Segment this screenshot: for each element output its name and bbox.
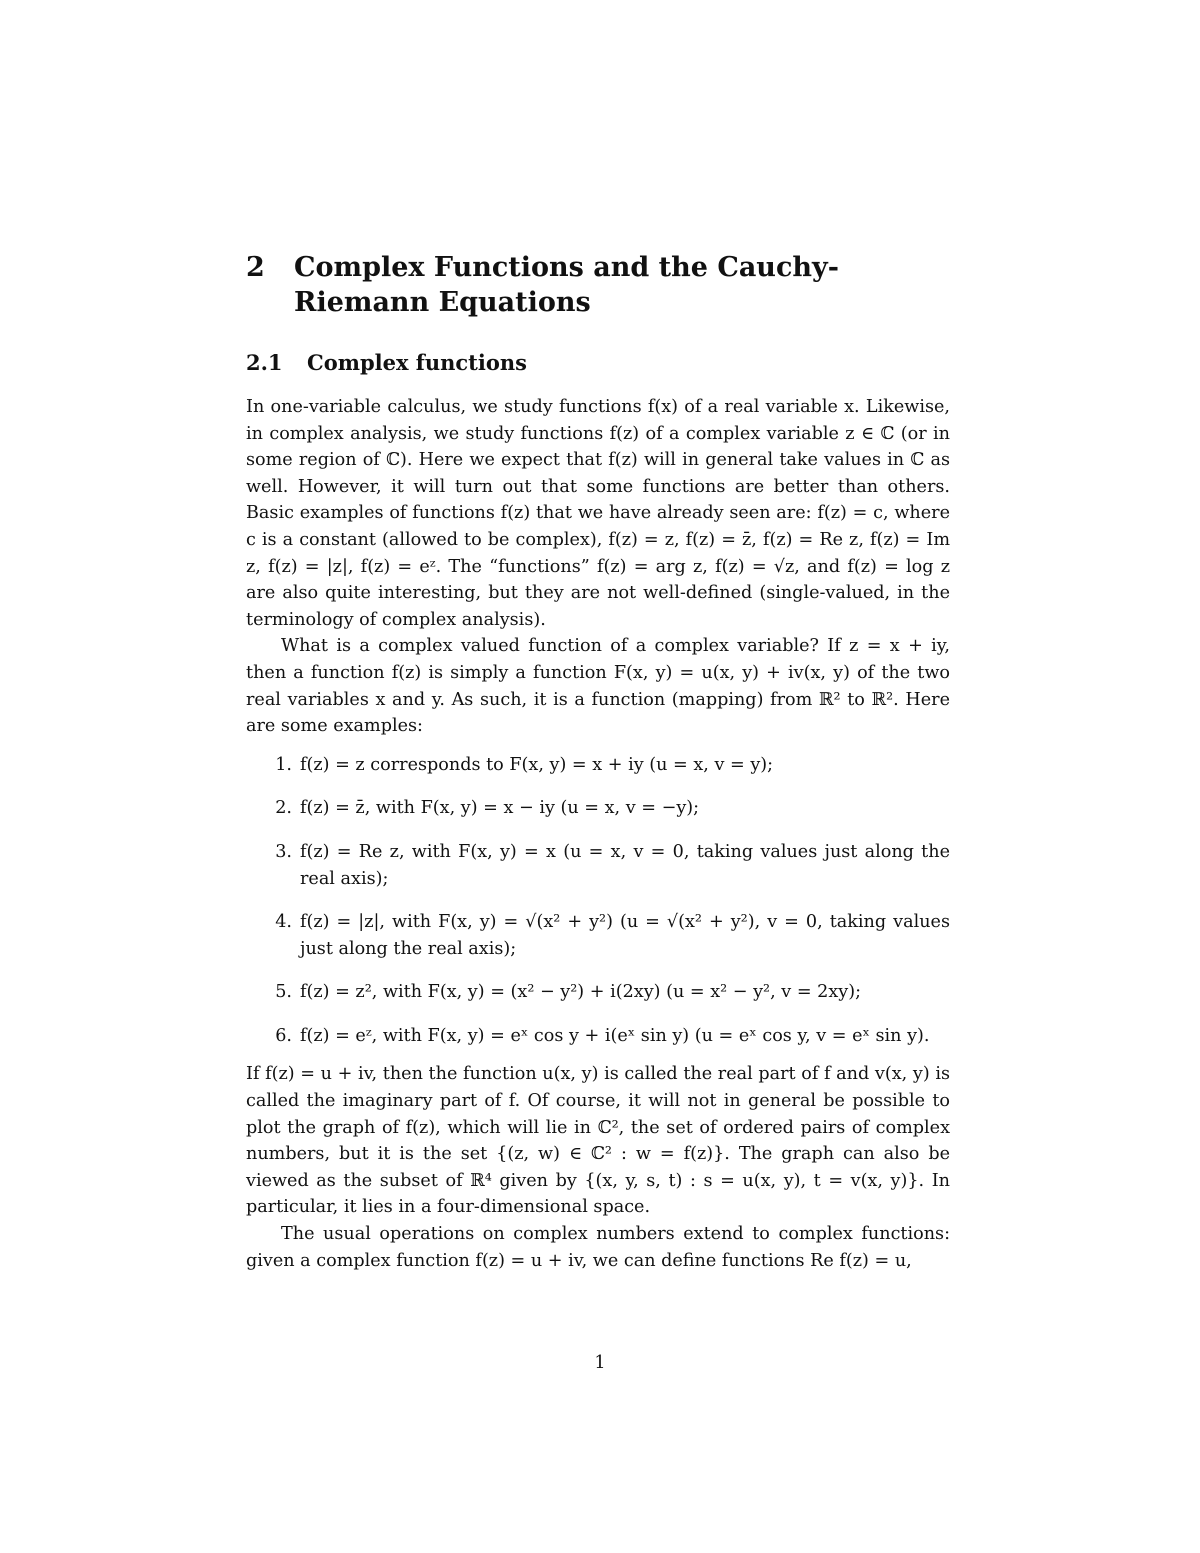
section-title: Complex functions [307,350,527,375]
list-item-text: f(z) = eᶻ, with F(x, y) = eˣ cos y + i(eˣ sin y) (u = eˣ cos y, v = eˣ sin y). [300,1025,930,1046]
list-item [246,909,950,962]
list-item-number: 3. [275,841,292,862]
list-item-text: f(z) = |z|, with F(x, y) = √(x² + y²) (u = √(x² + y²), v = 0, taking values just along the real axis); [300,912,950,959]
list-item-text: f(z) = z̄, with F(x, y) = x − iy (u = x, v = −y); [300,798,700,819]
list-item [246,1023,950,1050]
section-number: 2.1 [246,350,283,375]
chapter-heading [246,250,950,320]
examples-list [246,752,950,1050]
list-item-number: 6. [275,1025,292,1046]
paragraph-definition: What is a complex valued function of a complex variable? If z = x + iy, then a function f(z) is simply a function F(x, y) = u(x, y) + iv(x, y) of the two real variables x and y. As such, it is a function (mapping) from ℝ² to ℝ². Here are some examples: [246,636,950,737]
list-item [246,979,950,1006]
list-item-text: f(z) = z², with F(x, y) = (x² − y²) + i(2xy) (u = x² − y², v = 2xy); [300,982,861,1003]
list-item-number: 4. [275,912,292,933]
chapter-title: Complex Functions and the Cauchy-Riemann Equations [294,252,839,318]
list-item [246,752,950,779]
paragraph-intro: In one-variable calculus, we study functions f(x) of a real variable x. Likewise, in complex analysis, we study functions f(z) of a complex variable z ∈ ℂ (or in some region of ℂ). Here we expect that f(z) will in general take values in ℂ as well. However, it will turn out that some functions are better than others. Basic examples of functions f(z) that we have already seen are: f(z) = c, where c is a constant (allowed to be complex), f(z) = z, f(z) = z̄, f(z) = Re z, f(z) = Im z, f(z) = |z|, f(z) = eᶻ. The “functions” f(z) = arg z, f(z) = √z, and f(z) = log z are also quite interesting, but they are not well-defined (single-valued, in the terminology of complex analysis). [246,397,950,630]
section-heading [246,350,950,376]
chapter-number: 2 [246,252,265,283]
list-item-text: f(z) = z corresponds to F(x, y) = x + iy (u = x, v = y); [300,754,774,775]
page-content [246,250,950,1274]
list-item [246,795,950,822]
list-item-text: f(z) = Re z, with F(x, y) = x (u = x, v = 0, taking values just along the real axis); [300,841,950,889]
list-item-number: 1. [275,754,292,775]
list-item-number: 2. [275,798,292,819]
list-item-number: 5. [275,982,292,1003]
paragraph-operations: The usual operations on complex numbers extend to complex functions: given a complex function f(z) = u + iv, we can define functions Re f(z) = u, [246,1224,950,1271]
list-item [246,839,950,892]
page-number: 1 [594,1353,606,1373]
paragraph-real-imaginary: If f(z) = u + iv, then the function u(x, y) is called the real part of f and v(x, y) is called the imaginary part of f. Of course, it will not in general be possible to plot the graph of f(z), which will lie in ℂ², the set of ordered pairs of complex numbers, but it is the set {(z, w) ∈ ℂ² : w = f(z)}. The graph can also be viewed as the subset of ℝ⁴ given by {(x, y, s, t) : s = u(x, y), t = v(x, y)}. In particular, it lies in a four-dimensional space. [246,1064,950,1218]
